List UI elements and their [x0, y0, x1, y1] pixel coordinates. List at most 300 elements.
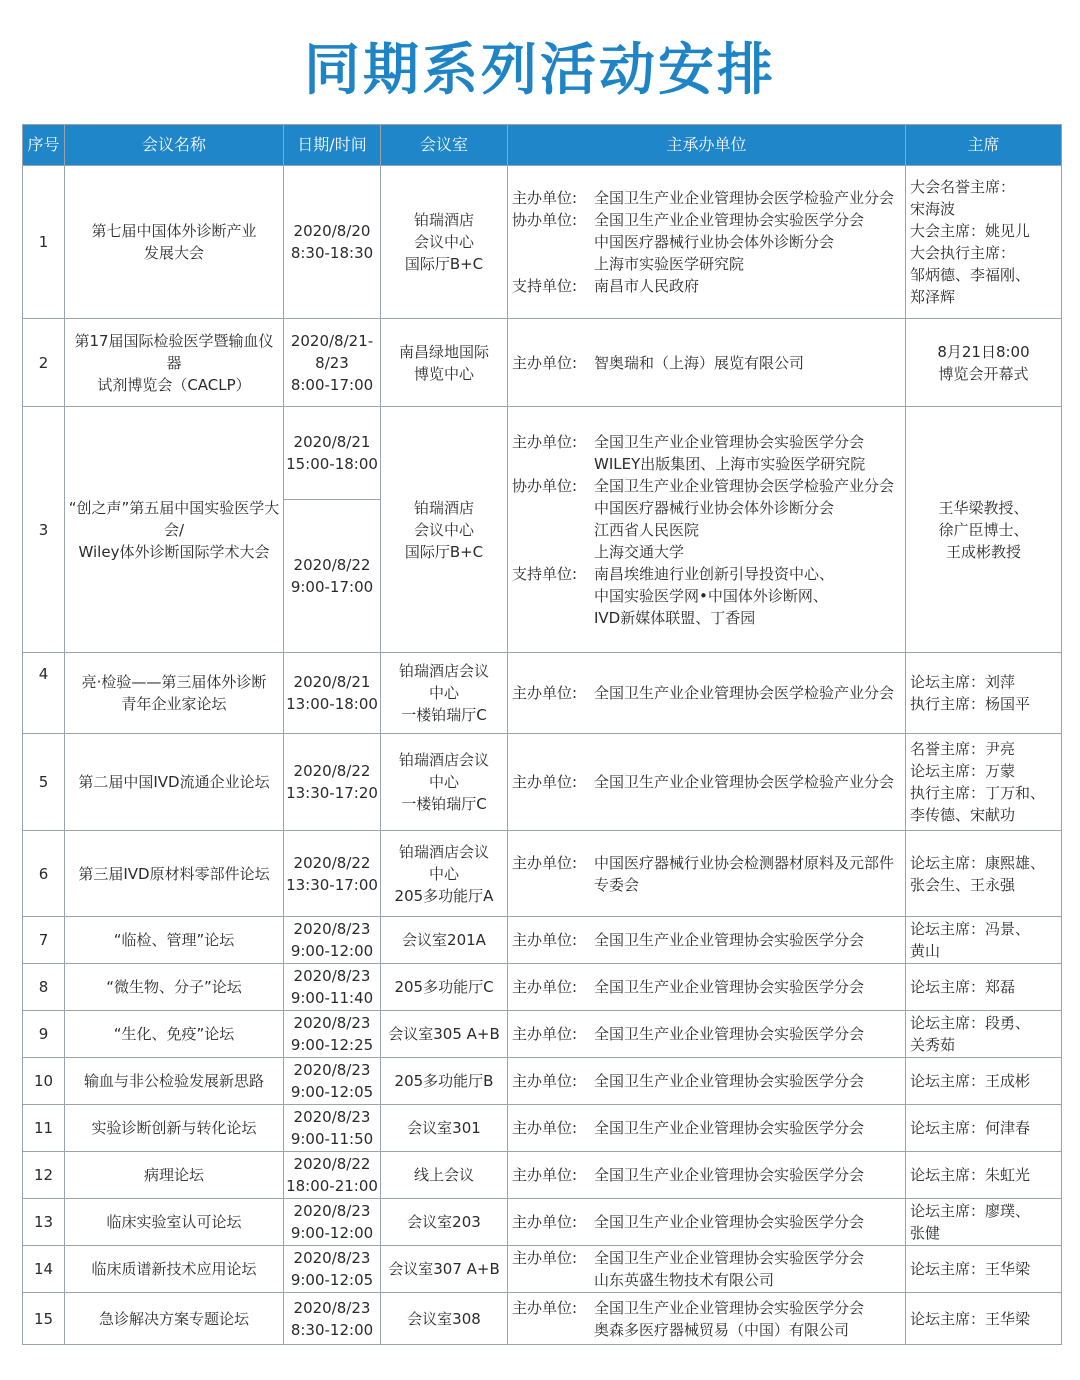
org-value: 全国卫生产业企业管理协会实验医学分会	[594, 1298, 865, 1317]
organizers	[508, 734, 906, 831]
meeting-room	[381, 1293, 508, 1345]
org-group	[512, 1070, 903, 1092]
room-line: 会议室307 A+B	[388, 1260, 500, 1278]
org-value: IVD新媒体联盟、丁香园	[594, 608, 756, 627]
meeting-name-line: 第三届IVD原材料零部件论坛	[78, 864, 270, 883]
org-value: 奥森多医疗器械贸易（中国）有限公司	[594, 1320, 850, 1339]
room-line: 国际厅B+C	[404, 255, 484, 273]
date-part	[284, 499, 380, 652]
meeting-name-line: 临床质谱新技术应用论坛	[91, 1260, 257, 1278]
meeting-date	[284, 1058, 381, 1105]
org-group	[512, 682, 903, 704]
chair-line: 大会名誉主席：	[910, 178, 1016, 196]
row-number: 8	[23, 964, 65, 1011]
meeting-name	[65, 319, 284, 407]
row-number: 3	[23, 407, 65, 653]
meeting-room	[381, 407, 508, 653]
meeting-date	[284, 1011, 381, 1058]
org-values	[594, 563, 903, 629]
chair-line: 论坛主席：王华梁	[910, 1260, 1031, 1278]
meeting-room	[381, 319, 508, 407]
org-value: 全国卫生产业企业管理协会医学检验产业分会	[594, 476, 895, 495]
chair-line: 论坛主席：段勇、	[910, 1014, 1031, 1032]
date-line: 2020/8/23	[293, 920, 371, 938]
date-line: 2020/8/22	[293, 1155, 371, 1173]
org-value: 中国实验医学网•中国体外诊断网、	[594, 586, 828, 605]
meeting-date	[284, 653, 381, 734]
meeting-date	[284, 166, 381, 319]
table-header-row	[23, 125, 1062, 166]
org-value: 全国卫生产业企业管理协会实验医学分会	[594, 1025, 865, 1043]
chair-line: 关秀茹	[910, 1036, 956, 1054]
room-line: 铂瑞酒店会议	[398, 751, 489, 769]
table-row	[23, 1011, 1062, 1058]
row-number: 6	[23, 831, 65, 917]
chair-line: 郑泽辉	[910, 288, 956, 306]
org-label: 协办单位:	[512, 476, 578, 495]
chairman	[906, 964, 1062, 1011]
org-value: 全国卫生产业企业管理协会实验医学分会	[594, 1166, 865, 1184]
date-line: 9:00-12:25	[290, 1036, 374, 1054]
meeting-name-line: “微生物、分子”论坛	[106, 978, 242, 996]
table-row	[23, 1293, 1062, 1345]
org-value: 南昌市人民政府	[594, 277, 700, 295]
org-label: 主办单位:	[512, 1213, 578, 1231]
table-row	[23, 407, 1062, 653]
org-label: 主办单位:	[512, 931, 578, 949]
chair-line: 论坛主席：万蒙	[910, 762, 1016, 780]
chair-line: 徐广臣博士、	[938, 520, 1029, 539]
date-part	[284, 407, 380, 499]
chairman	[906, 319, 1062, 407]
meeting-name	[65, 964, 284, 1011]
meeting-date	[284, 1105, 381, 1152]
header-cell: 主承办单位	[508, 125, 906, 166]
org-values	[594, 431, 903, 475]
org-values	[594, 275, 903, 297]
org-values	[594, 475, 903, 563]
org-label: 主办单位:	[512, 353, 578, 372]
meeting-name-line: 第二届中国IVD流通企业论坛	[78, 773, 270, 791]
date-line: 2020/8/23	[293, 1298, 371, 1317]
org-value: 全国卫生产业企业管理协会实验医学分会	[594, 978, 865, 996]
org-values	[594, 209, 903, 275]
chairman	[906, 1199, 1062, 1246]
row-number: 9	[23, 1011, 65, 1058]
meeting-date	[284, 407, 381, 653]
row-number: 11	[23, 1105, 65, 1152]
table-row	[23, 1199, 1062, 1246]
organizers	[508, 1246, 906, 1293]
org-group	[512, 563, 903, 629]
org-value: 南昌埃维迪行业创新引导投资中心、	[594, 564, 835, 583]
org-value: WILEY出版集团、上海市实验医学研究院	[594, 454, 866, 473]
meeting-date	[284, 1199, 381, 1246]
table-row	[23, 734, 1062, 831]
date-line: 2020/8/21	[293, 673, 371, 691]
room-line: 会议室203	[407, 1213, 481, 1231]
room-line: 会议中心	[413, 520, 474, 539]
row-number: 5	[23, 734, 65, 831]
meeting-name-line: 急诊解决方案专题论坛	[98, 1309, 249, 1328]
table-row	[23, 166, 1062, 319]
chair-line: 论坛主席：王成彬	[910, 1072, 1031, 1090]
org-label: 主办单位:	[512, 773, 578, 791]
meeting-room	[381, 964, 508, 1011]
org-group	[512, 771, 903, 793]
chairman	[906, 1246, 1062, 1293]
org-values	[594, 1164, 903, 1186]
room-line: 线上会议	[413, 1166, 474, 1184]
room-line: 中心	[428, 684, 459, 702]
room-line: 博览中心	[413, 364, 474, 383]
org-group	[512, 475, 903, 563]
chairman	[906, 166, 1062, 319]
room-line: 铂瑞酒店	[413, 498, 474, 517]
date-split	[284, 407, 380, 652]
date-line: 9:00-17:00	[290, 578, 374, 596]
meeting-name	[65, 1293, 284, 1345]
chair-line: 论坛主席：廖璞、	[910, 1202, 1031, 1220]
room-line: 205多功能厅C	[394, 978, 494, 996]
date-line: 9:00-12:00	[290, 1224, 374, 1242]
date-line: 9:00-12:05	[290, 1271, 374, 1289]
room-line: 205多功能厅B	[394, 1072, 494, 1090]
org-group	[512, 431, 903, 475]
room-line: 中心	[428, 773, 459, 791]
meeting-name-line: 临床实验室认可论坛	[106, 1213, 242, 1231]
meeting-name	[65, 1199, 284, 1246]
meeting-room	[381, 653, 508, 734]
org-group	[512, 1164, 903, 1186]
org-label: 支持单位:	[512, 277, 578, 295]
meeting-name-line: 发展大会	[143, 244, 204, 262]
org-value: 全国卫生产业企业管理协会医学检验产业分会	[594, 189, 895, 207]
organizers	[508, 1152, 906, 1199]
chair-line: 论坛主席：何津春	[910, 1119, 1031, 1137]
row-number: 10	[23, 1058, 65, 1105]
meeting-name	[65, 1152, 284, 1199]
org-group	[512, 1117, 903, 1139]
chair-line: 邹炳德、李福刚、	[910, 266, 1031, 284]
organizers	[508, 407, 906, 653]
header-cell: 日期/时间	[284, 125, 381, 166]
meeting-room	[381, 1199, 508, 1246]
room-line: 中心	[428, 864, 459, 883]
org-values	[594, 1297, 903, 1341]
org-value: 全国卫生产业企业管理协会实验医学分会	[594, 1119, 865, 1137]
table-row	[23, 1058, 1062, 1105]
meeting-name	[65, 653, 284, 734]
date-line: 8:00-17:00	[290, 375, 374, 394]
meeting-name	[65, 734, 284, 831]
chair-line: 王华梁教授、	[938, 498, 1029, 517]
meeting-name	[65, 1105, 284, 1152]
row-number: 1	[23, 166, 65, 319]
meeting-name-line: 第17届国际检验医学暨输血仪器	[74, 331, 274, 372]
header-cell: 序号	[23, 125, 65, 166]
table-row	[23, 653, 1062, 734]
org-group	[512, 1297, 903, 1341]
table-row	[23, 1246, 1062, 1293]
chair-line: 张健	[910, 1224, 941, 1242]
chair-line: 执行主席：杨国平	[910, 695, 1031, 713]
org-label: 主办单位:	[512, 189, 578, 207]
table-row	[23, 1152, 1062, 1199]
org-group	[512, 976, 903, 998]
chair-line: 大会执行主席：	[910, 244, 1016, 262]
date-line: 9:00-11:40	[290, 989, 374, 1007]
date-line: 8:30-18:30	[290, 244, 374, 262]
meeting-date	[284, 964, 381, 1011]
organizers	[508, 1199, 906, 1246]
row-number: 15	[23, 1293, 65, 1345]
meeting-name	[65, 1011, 284, 1058]
meeting-date	[284, 1246, 381, 1293]
org-value: 中国医疗器械行业协会体外诊断分会	[594, 233, 835, 251]
schedule-table	[22, 124, 1062, 1345]
org-value: 山东英盛生物技术有限公司	[594, 1271, 775, 1289]
org-label: 主办单位:	[512, 1298, 578, 1317]
date-line: 18:00-21:00	[286, 1177, 378, 1195]
room-line: 一楼铂瑞厅C	[401, 795, 487, 813]
date-line: 9:00-12:05	[290, 1083, 374, 1101]
date-line: 2020/8/23	[293, 1249, 371, 1267]
meeting-name	[65, 1058, 284, 1105]
org-group	[512, 352, 903, 374]
meeting-name	[65, 407, 284, 653]
org-group	[512, 1247, 903, 1291]
date-line: 15:00-18:00	[286, 455, 378, 473]
org-values	[594, 976, 903, 998]
meeting-name-line: Wiley体外诊断国际学术大会	[78, 542, 270, 561]
meeting-date	[284, 1152, 381, 1199]
org-values	[594, 682, 903, 704]
room-line: 国际厅B+C	[404, 542, 484, 561]
org-value: 全国卫生产业企业管理协会实验医学分会	[594, 1072, 865, 1090]
date-line: 2020/8/23	[293, 1061, 371, 1079]
org-values	[594, 1247, 903, 1291]
meeting-name	[65, 917, 284, 964]
row-number: 12	[23, 1152, 65, 1199]
org-label: 协办单位:	[512, 211, 578, 229]
room-line: 铂瑞酒店会议	[398, 662, 489, 680]
org-value: 全国卫生产业企业管理协会医学检验产业分会	[594, 773, 895, 791]
table-row	[23, 319, 1062, 407]
meeting-name	[65, 166, 284, 319]
meeting-room	[381, 917, 508, 964]
org-value: 中国医疗器械行业协会体外诊断分会	[594, 498, 835, 517]
chairman	[906, 1293, 1062, 1345]
meeting-room	[381, 734, 508, 831]
date-line: 2020/8/21	[293, 433, 371, 451]
org-label: 主办单位:	[512, 1025, 578, 1043]
table-row	[23, 831, 1062, 917]
chair-line: 论坛主席：朱虹光	[910, 1166, 1031, 1184]
chair-line: 名誉主席：尹亮	[910, 740, 1016, 758]
chair-line: 李传德、宋献功	[910, 806, 1016, 824]
header-cell: 会议名称	[65, 125, 284, 166]
row-number: 13	[23, 1199, 65, 1246]
org-value: 全国卫生产业企业管理协会实验医学分会	[594, 211, 865, 229]
chairman	[906, 1058, 1062, 1105]
date-line: 2020/8/23	[293, 1108, 371, 1126]
room-line: 会议室301	[407, 1119, 481, 1137]
date-line: 8/23	[315, 353, 349, 372]
date-line: 2020/8/23	[293, 1202, 371, 1220]
chairman	[906, 917, 1062, 964]
org-group	[512, 1211, 903, 1233]
chairman	[906, 407, 1062, 653]
meeting-date	[284, 1293, 381, 1345]
meeting-room	[381, 166, 508, 319]
org-values	[594, 1023, 903, 1045]
org-value: 全国卫生产业企业管理协会实验医学分会	[594, 1249, 865, 1267]
org-value: 中国医疗器械行业协会检测器材原料及元部件专委会	[594, 853, 895, 894]
organizers	[508, 653, 906, 734]
date-line: 2020/8/21-	[290, 331, 374, 350]
org-label: 支持单位:	[512, 564, 578, 583]
org-label: 主办单位:	[512, 853, 578, 872]
room-line: 铂瑞酒店	[413, 211, 474, 229]
date-line: 2020/8/20	[293, 222, 371, 240]
org-label: 主办单位:	[512, 1249, 578, 1267]
chair-line: 论坛主席：王华梁	[910, 1309, 1031, 1328]
date-line: 8:30-12:00	[290, 1320, 374, 1339]
chairman	[906, 831, 1062, 917]
org-values	[594, 187, 903, 209]
meeting-name-line: 实验诊断创新与转化论坛	[91, 1119, 257, 1137]
org-values	[594, 852, 903, 896]
org-value: 全国卫生产业企业管理协会实验医学分会	[594, 1213, 865, 1231]
meeting-room	[381, 1011, 508, 1058]
organizers	[508, 1293, 906, 1345]
org-value: 上海交通大学	[594, 542, 685, 561]
meeting-name-line: “创之声”第五届中国实验医学大会/	[68, 498, 280, 539]
meeting-name-line: 第七届中国体外诊断产业	[91, 222, 257, 240]
meeting-name-line: “临检、管理”论坛	[113, 931, 235, 949]
chairman	[906, 1011, 1062, 1058]
organizers	[508, 1105, 906, 1152]
org-group	[512, 275, 903, 297]
meeting-room	[381, 831, 508, 917]
chair-line: 王成彬教授	[945, 542, 1021, 561]
date-line: 2020/8/22	[293, 556, 371, 574]
table-row	[23, 1105, 1062, 1152]
org-label: 主办单位:	[512, 978, 578, 996]
org-group	[512, 209, 903, 275]
chairman	[906, 1152, 1062, 1199]
date-line: 13:00-18:00	[286, 695, 378, 713]
meeting-date	[284, 734, 381, 831]
table-row	[23, 964, 1062, 1011]
row-number: 2	[23, 319, 65, 407]
organizers	[508, 964, 906, 1011]
table-row	[23, 917, 1062, 964]
org-group	[512, 1023, 903, 1045]
organizers	[508, 319, 906, 407]
meeting-name-line: 试剂博览会（CACLP）	[97, 375, 251, 394]
organizers	[508, 1011, 906, 1058]
org-label: 主办单位:	[512, 1166, 578, 1184]
date-line: 9:00-12:00	[290, 942, 374, 960]
organizers	[508, 917, 906, 964]
meeting-name-line: 青年企业家论坛	[121, 695, 227, 713]
organizers	[508, 831, 906, 917]
org-values	[594, 1211, 903, 1233]
date-line: 9:00-11:50	[290, 1130, 374, 1148]
chair-line: 博览会开幕式	[938, 364, 1029, 383]
header-cell: 会议室	[381, 125, 508, 166]
room-line: 205多功能厅A	[394, 886, 494, 905]
org-label: 主办单位:	[512, 1119, 578, 1137]
room-line: 会议室201A	[402, 931, 486, 949]
chairman	[906, 653, 1062, 734]
chair-line: 执行主席：丁万和、	[910, 784, 1046, 802]
row-number: 14	[23, 1246, 65, 1293]
org-label: 主办单位:	[512, 1072, 578, 1090]
org-values	[594, 352, 903, 374]
meeting-name	[65, 1246, 284, 1293]
header-cell: 主席	[906, 125, 1062, 166]
chair-line: 论坛主席：刘萍	[910, 673, 1016, 691]
meeting-name-line: 亮·检验——第三届体外诊断	[81, 673, 267, 691]
org-values	[594, 771, 903, 793]
chairman	[906, 1105, 1062, 1152]
meeting-date	[284, 917, 381, 964]
chair-line: 论坛主席：冯景、	[910, 920, 1031, 938]
org-value: 全国卫生产业企业管理协会实验医学分会	[594, 432, 865, 451]
org-values	[594, 1117, 903, 1139]
org-value: 全国卫生产业企业管理协会医学检验产业分会	[594, 684, 895, 702]
organizers	[508, 166, 906, 319]
chair-line: 8月21日8:00	[937, 342, 1030, 361]
room-line: 会议中心	[413, 233, 474, 251]
org-values	[594, 1070, 903, 1092]
chair-line: 宋海波	[910, 200, 956, 218]
organizers	[508, 1058, 906, 1105]
row-number: 4	[23, 653, 65, 734]
chair-line: 论坛主席：康熙雄、	[910, 853, 1046, 872]
row-number: 7	[23, 917, 65, 964]
date-line: 2020/8/23	[293, 967, 371, 985]
date-line: 2020/8/22	[293, 762, 371, 780]
chair-line: 大会主席：姚见儿	[910, 222, 1031, 240]
chair-line: 论坛主席：郑磊	[910, 978, 1016, 996]
meeting-date	[284, 831, 381, 917]
org-group	[512, 187, 903, 209]
date-line: 2020/8/22	[293, 853, 371, 872]
date-line: 13:30-17:20	[286, 784, 378, 802]
org-value: 全国卫生产业企业管理协会实验医学分会	[594, 931, 865, 949]
room-line: 会议室305 A+B	[388, 1025, 500, 1043]
meeting-room	[381, 1105, 508, 1152]
room-line: 一楼铂瑞厅C	[401, 706, 487, 724]
chairman	[906, 734, 1062, 831]
meeting-date	[284, 319, 381, 407]
meeting-room	[381, 1058, 508, 1105]
meeting-name-line: “生化、免疫”论坛	[113, 1025, 235, 1043]
meeting-name-line: 病理论坛	[143, 1166, 204, 1184]
room-line: 铂瑞酒店会议	[398, 842, 489, 861]
org-group	[512, 852, 903, 896]
org-values	[594, 929, 903, 951]
meeting-room	[381, 1246, 508, 1293]
meeting-room	[381, 1152, 508, 1199]
org-label: 主办单位:	[512, 432, 578, 451]
date-line: 13:30-17:00	[286, 875, 378, 894]
chair-line: 黄山	[910, 942, 941, 960]
